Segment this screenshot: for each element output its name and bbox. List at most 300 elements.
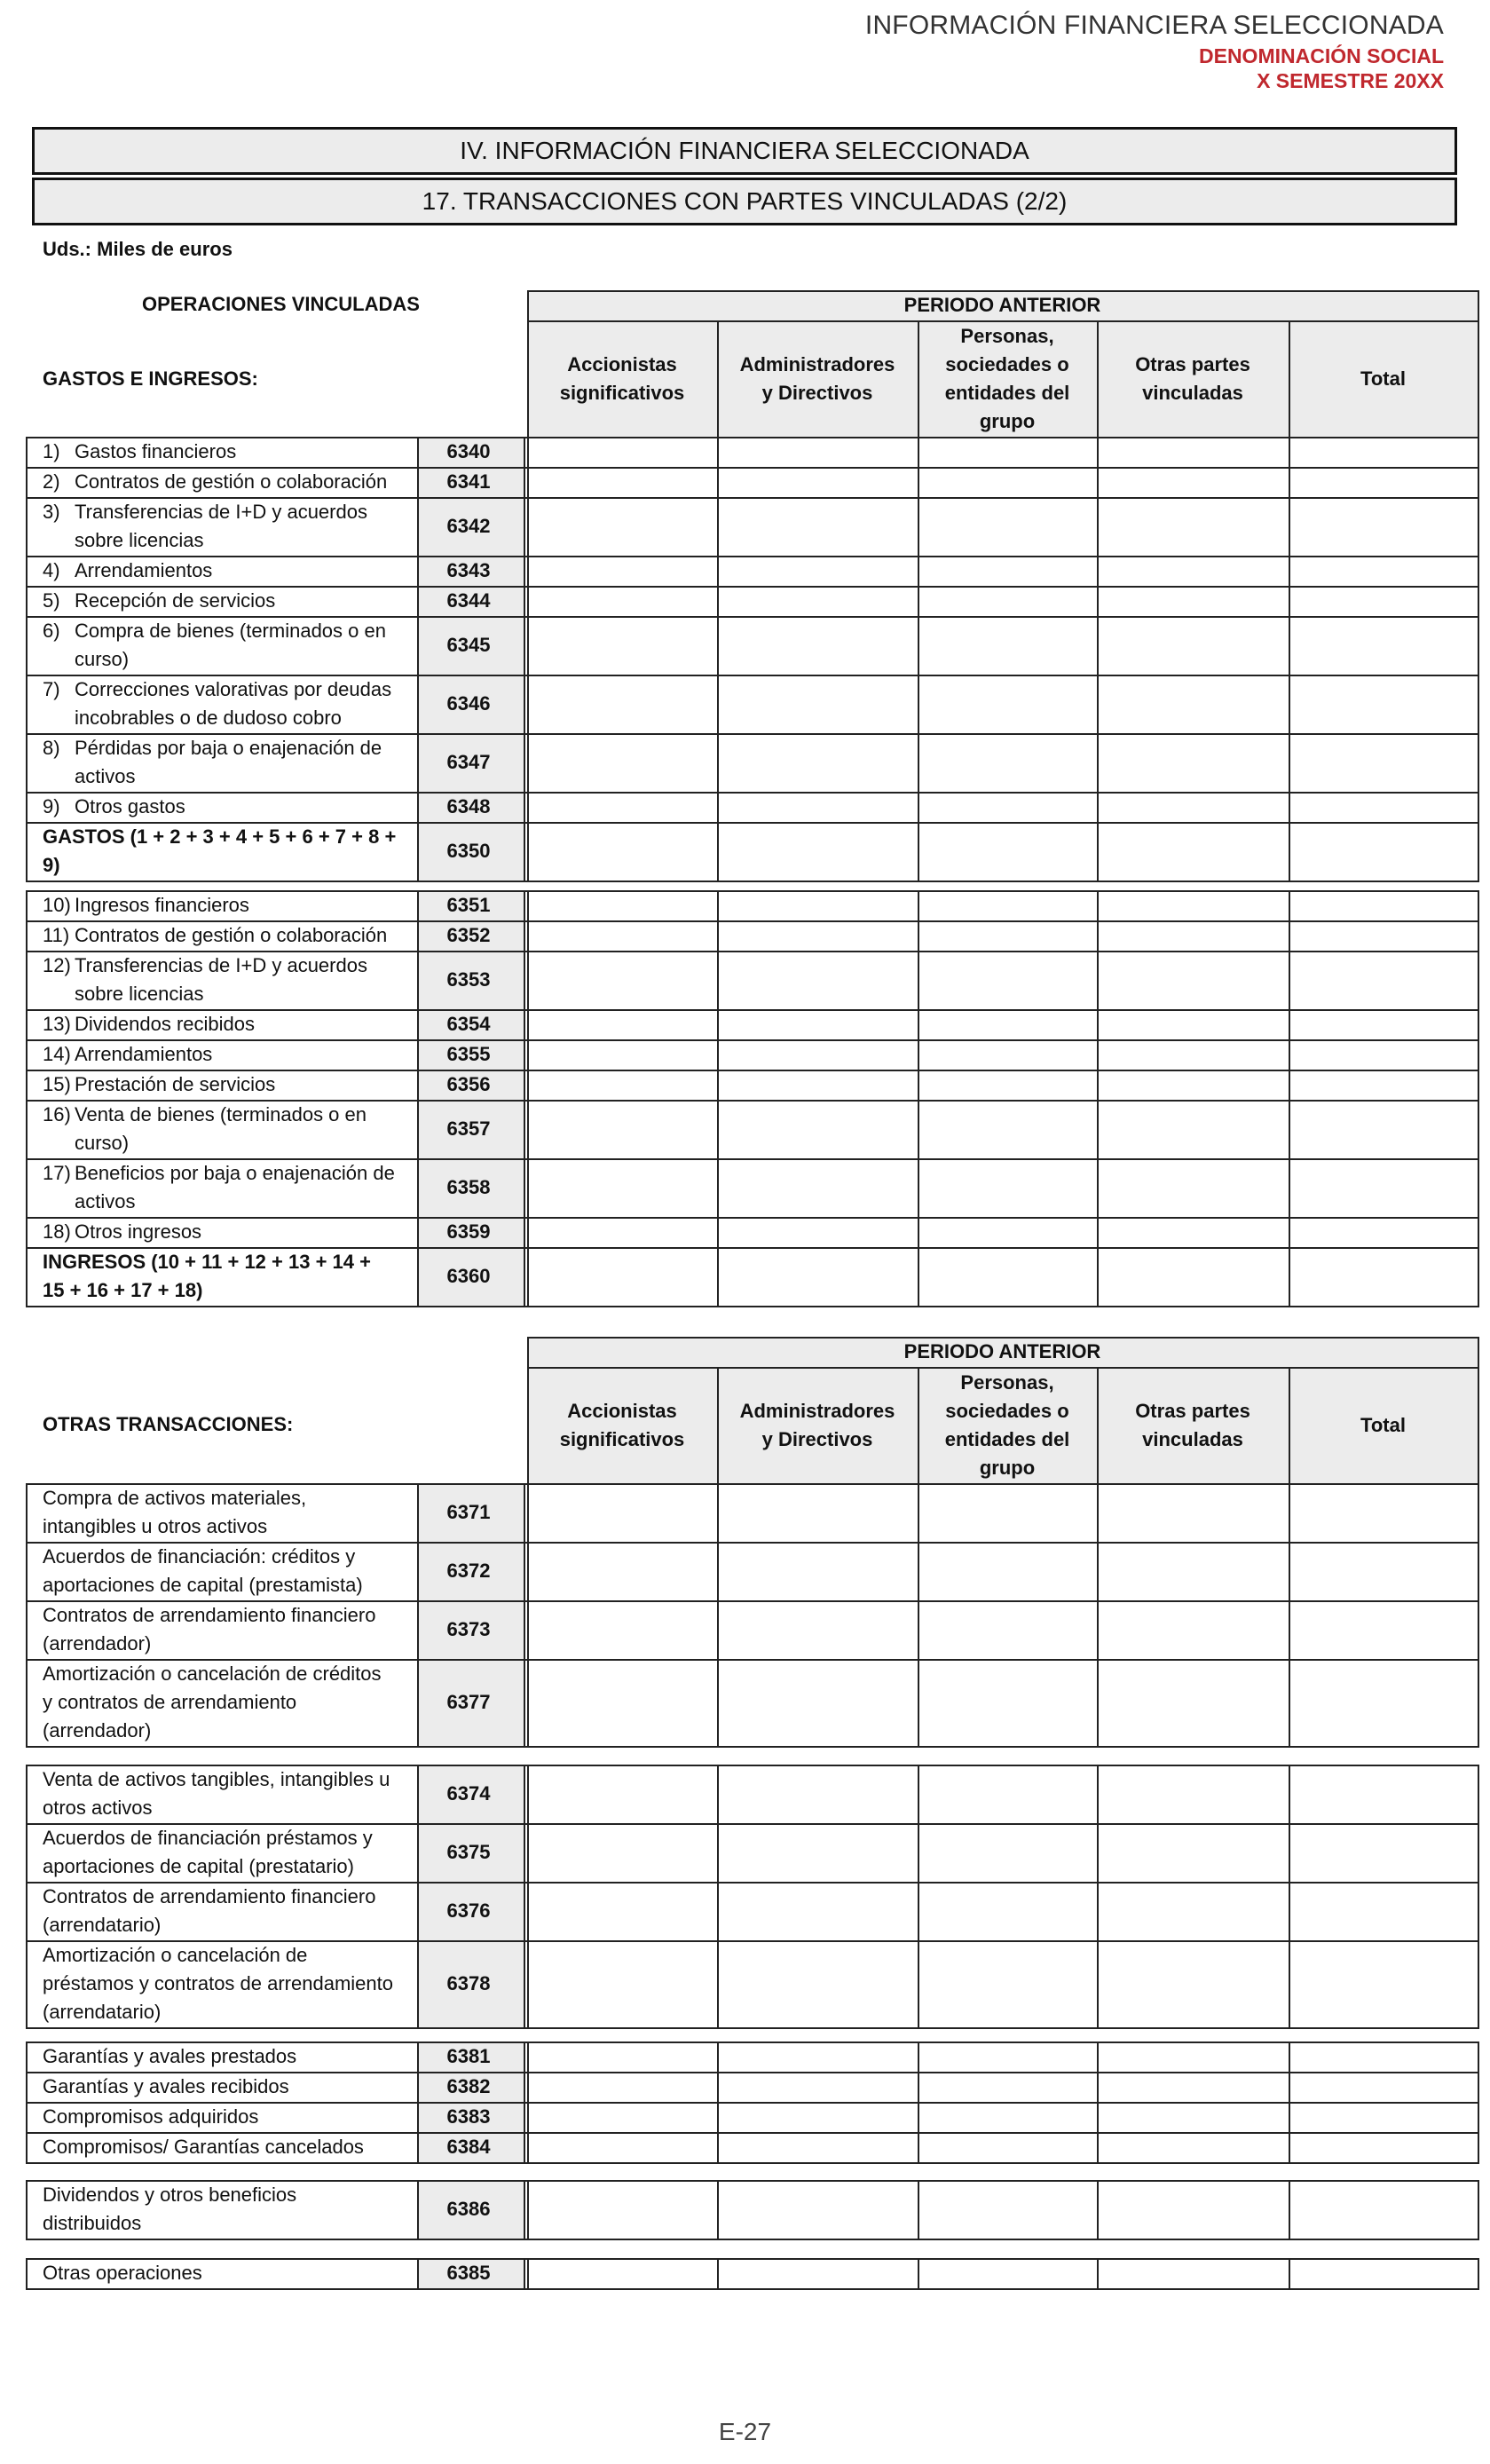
value-cell[interactable]: [920, 677, 1094, 731]
value-cell[interactable]: [530, 1767, 714, 1821]
value-cell[interactable]: [920, 1826, 1094, 1880]
value-cell[interactable]: [530, 794, 714, 820]
row-label-text: otros activos: [43, 1797, 153, 1819]
value-cell[interactable]: [920, 2074, 1094, 2100]
table-rule: [26, 2162, 1478, 2164]
value-cell[interactable]: [1100, 923, 1286, 949]
value-cell[interactable]: [720, 1220, 915, 1245]
value-cell[interactable]: [920, 1072, 1094, 1098]
row-code: 6342: [446, 515, 491, 537]
value-cell[interactable]: [530, 558, 714, 584]
table-rule: [524, 1765, 525, 2029]
table-rule: [918, 1765, 919, 2029]
table-rule: [1289, 1483, 1290, 1748]
value-cell[interactable]: [1100, 1042, 1286, 1068]
value-cell[interactable]: [1291, 439, 1475, 465]
value-cell[interactable]: [530, 677, 714, 731]
value-cell[interactable]: [720, 1250, 915, 1304]
row-label: [43, 675, 398, 732]
value-cell[interactable]: [530, 1072, 714, 1098]
column-header-2: [918, 320, 1097, 437]
expenses-income-caption: GASTOS E INGRESOS:: [43, 367, 258, 390]
value-cell[interactable]: [1291, 893, 1475, 919]
row-code: 6375: [446, 1841, 491, 1863]
value-cell[interactable]: [1291, 1102, 1475, 1157]
value-cell[interactable]: [720, 1072, 915, 1098]
value-cell[interactable]: [920, 1161, 1094, 1215]
row-label-line: [43, 2259, 398, 2287]
row-label-text: Contratos de arrendamiento financiero: [43, 1885, 376, 1907]
value-cell[interactable]: [1100, 1161, 1286, 1215]
value-cell[interactable]: [530, 439, 714, 465]
value-cell[interactable]: [720, 439, 915, 465]
value-cell[interactable]: [720, 825, 915, 879]
value-cell[interactable]: [920, 2261, 1094, 2286]
value-cell[interactable]: [920, 619, 1094, 673]
table-rule: [527, 2041, 529, 2164]
value-cell[interactable]: [530, 1603, 714, 1657]
table-rule: [1097, 2258, 1099, 2290]
table-rule: [527, 437, 529, 882]
value-cell[interactable]: [1100, 1884, 1286, 1939]
value-cell[interactable]: [720, 2044, 915, 2070]
table-rule: [1289, 890, 1290, 1307]
value-cell[interactable]: [720, 1767, 915, 1821]
column-header-1: [717, 320, 918, 437]
value-cell[interactable]: [1291, 1486, 1475, 1540]
value-cell[interactable]: [920, 2105, 1094, 2130]
value-cell[interactable]: [1100, 500, 1286, 554]
row-label-text: Amortización o cancelación de créditos: [43, 1662, 382, 1685]
row-label-text: Otras operaciones: [43, 2262, 202, 2284]
value-cell[interactable]: [1100, 558, 1286, 584]
value-cell[interactable]: [1291, 825, 1475, 879]
value-cell[interactable]: [920, 1012, 1094, 1038]
value-cell[interactable]: [530, 1102, 714, 1157]
value-cell[interactable]: [1291, 619, 1475, 673]
row-code: 6378: [446, 1972, 491, 1994]
table-rule: [417, 1765, 419, 2029]
value-cell[interactable]: [720, 558, 915, 584]
value-cell[interactable]: [720, 619, 915, 673]
value-cell[interactable]: [720, 677, 915, 731]
value-cell[interactable]: [720, 2183, 915, 2237]
value-cell[interactable]: [1100, 1072, 1286, 1098]
column-header-line: entidades del: [944, 1427, 1070, 1450]
value-cell[interactable]: [1100, 825, 1286, 879]
value-cell[interactable]: [1291, 2183, 1475, 2237]
row-code: 6360: [446, 1265, 491, 1287]
value-cell[interactable]: [530, 1012, 714, 1038]
value-cell[interactable]: [530, 1826, 714, 1880]
value-cell[interactable]: [1100, 2044, 1286, 2070]
value-cell[interactable]: [720, 500, 915, 554]
value-cell[interactable]: [530, 470, 714, 495]
operations-caption: OPERACIONES VINCULADAS: [142, 293, 420, 315]
value-cell[interactable]: [920, 794, 1094, 820]
value-cell[interactable]: [1291, 2074, 1475, 2100]
table-rule: [417, 890, 419, 1307]
value-cell[interactable]: [530, 2105, 714, 2130]
value-cell[interactable]: [720, 1544, 915, 1599]
row-code: 6356: [446, 1073, 491, 1095]
value-cell[interactable]: [920, 1603, 1094, 1657]
value-cell[interactable]: [1100, 1220, 1286, 1245]
value-cell[interactable]: [720, 1943, 915, 2026]
column-header-line: grupo: [979, 1456, 1036, 1479]
value-cell[interactable]: [530, 1544, 714, 1599]
value-cell[interactable]: [1291, 2105, 1475, 2130]
value-cell[interactable]: [920, 1042, 1094, 1068]
row-label: [43, 1159, 398, 1216]
row-label-line: [43, 1129, 398, 1157]
row-label: [43, 498, 398, 555]
value-cell[interactable]: [920, 588, 1094, 614]
column-header-line: grupo: [979, 409, 1036, 432]
row-label-line: [43, 952, 398, 980]
row-label-text: Gastos financieros: [75, 440, 237, 462]
row-label-text: INGRESOS (10 + 11 + 12 + 13 + 14 +: [43, 1251, 371, 1273]
value-cell[interactable]: [530, 2183, 714, 2237]
value-cell[interactable]: [530, 1884, 714, 1939]
value-cell[interactable]: [920, 439, 1094, 465]
value-cell[interactable]: [1100, 2074, 1286, 2100]
value-cell[interactable]: [530, 2261, 714, 2286]
value-cell[interactable]: [720, 1884, 915, 1939]
value-cell[interactable]: [1100, 470, 1286, 495]
row-label-line: [43, 2042, 398, 2071]
table-rule: [527, 890, 529, 1307]
value-cell[interactable]: [530, 2044, 714, 2070]
value-cell[interactable]: [530, 953, 714, 1007]
value-cell[interactable]: [920, 1250, 1094, 1304]
value-cell[interactable]: [1100, 2261, 1286, 2286]
row-code: 6357: [446, 1117, 491, 1140]
value-cell[interactable]: [1100, 1603, 1286, 1657]
value-cell[interactable]: [920, 1102, 1094, 1157]
value-cell[interactable]: [720, 1662, 915, 1744]
row-label: [43, 2073, 398, 2101]
row-code: 6344: [446, 589, 491, 612]
row-label-text: Beneficios por baja o enajenación de: [75, 1162, 395, 1184]
value-cell[interactable]: [920, 1486, 1094, 1540]
table-rule: [524, 1483, 525, 1748]
other-transactions-caption: OTRAS TRANSACCIONES:: [43, 1413, 294, 1435]
value-cell[interactable]: [530, 1486, 714, 1540]
value-cell[interactable]: [1100, 736, 1286, 790]
row-label: [43, 617, 398, 674]
column-header-line: Personas,: [960, 324, 1054, 347]
table-rule: [1097, 1483, 1099, 1748]
value-cell[interactable]: [1100, 1826, 1286, 1880]
value-cell[interactable]: [920, 1220, 1094, 1245]
value-cell[interactable]: [920, 1544, 1094, 1599]
value-cell[interactable]: [1291, 1662, 1475, 1744]
row-label-line: [43, 1010, 398, 1039]
row-label-text: Pérdidas por baja o enajenación de: [75, 737, 382, 759]
value-cell[interactable]: [1291, 2044, 1475, 2070]
column-header-line: entidades del: [944, 381, 1070, 404]
row-label-line: [43, 851, 398, 880]
value-cell[interactable]: [1100, 619, 1286, 673]
table-rule: [26, 2180, 28, 2240]
value-cell[interactable]: [1100, 2183, 1286, 2237]
row-label: [43, 438, 398, 466]
row-code: 6343: [446, 559, 491, 581]
row-label-text: Compromisos/ Garantías cancelados: [43, 2136, 364, 2158]
value-cell[interactable]: [1291, 1161, 1475, 1215]
row-label: [43, 891, 398, 920]
row-code: 6345: [446, 634, 491, 656]
value-cell[interactable]: [1100, 1943, 1286, 2026]
value-cell[interactable]: [720, 1486, 915, 1540]
value-cell[interactable]: [720, 1603, 915, 1657]
value-cell[interactable]: [720, 2105, 915, 2130]
value-cell[interactable]: [920, 2044, 1094, 2070]
row-label-line: [43, 1040, 398, 1069]
value-cell[interactable]: [530, 825, 714, 879]
row-code: 6386: [446, 2198, 491, 2220]
value-cell[interactable]: [530, 1042, 714, 1068]
table-rule: [26, 1483, 28, 1748]
value-cell[interactable]: [1291, 2261, 1475, 2286]
row-code: 6353: [446, 968, 491, 991]
value-cell[interactable]: [1291, 558, 1475, 584]
value-cell[interactable]: [920, 953, 1094, 1007]
value-cell[interactable]: [1100, 1250, 1286, 1304]
value-cell[interactable]: [1291, 588, 1475, 614]
table-rule: [1478, 437, 1479, 882]
table-rule: [26, 2288, 1478, 2290]
value-cell[interactable]: [920, 1767, 1094, 1821]
value-cell[interactable]: [720, 1012, 915, 1038]
value-cell[interactable]: [1291, 736, 1475, 790]
row-label-line: [43, 1688, 398, 1717]
row-index: 13): [43, 1013, 71, 1035]
value-cell[interactable]: [920, 825, 1094, 879]
value-cell[interactable]: [1100, 1486, 1286, 1540]
row-label: [43, 2181, 398, 2238]
value-cell[interactable]: [530, 1662, 714, 1744]
row-index: 1): [43, 440, 60, 462]
value-cell[interactable]: [920, 893, 1094, 919]
value-cell[interactable]: [920, 500, 1094, 554]
value-cell[interactable]: [530, 893, 714, 919]
row-label-text: Compra de bienes (terminados o en: [75, 620, 386, 642]
value-cell[interactable]: [530, 619, 714, 673]
value-cell[interactable]: [920, 736, 1094, 790]
table-rule: [1478, 2041, 1479, 2164]
value-cell[interactable]: [920, 2183, 1094, 2237]
value-cell[interactable]: [720, 1102, 915, 1157]
table-rule: [26, 1746, 1478, 1748]
value-cell[interactable]: [1100, 2135, 1286, 2160]
value-cell[interactable]: [720, 1826, 915, 1880]
row-label-text: GASTOS (1 + 2 + 3 + 4 + 5 + 6 + 7 + 8 +: [43, 825, 397, 848]
row-label-line: [43, 704, 398, 732]
column-header-line: Accionistas: [567, 352, 677, 375]
row-code: 6350: [446, 840, 491, 862]
row-code: 6372: [446, 1560, 491, 1582]
value-cell[interactable]: [530, 1161, 714, 1215]
value-cell[interactable]: [1291, 1220, 1475, 1245]
table-rule: [524, 2258, 525, 2290]
row-code: 6341: [446, 470, 491, 493]
value-cell[interactable]: [530, 1250, 714, 1304]
table-rule: [417, 1483, 419, 1748]
value-cell[interactable]: [1100, 1012, 1286, 1038]
value-cell[interactable]: [1100, 1544, 1286, 1599]
value-cell[interactable]: [530, 588, 714, 614]
value-cell[interactable]: [920, 1943, 1094, 2026]
row-label-text: Arrendamientos: [75, 1043, 213, 1065]
row-index: 8): [43, 737, 60, 759]
row-label-line: [43, 1970, 398, 1998]
table-rule: [918, 437, 919, 882]
value-cell[interactable]: [720, 2261, 915, 2286]
row-label-text: Ingresos financieros: [75, 894, 249, 916]
value-cell[interactable]: [720, 470, 915, 495]
value-cell[interactable]: [1291, 923, 1475, 949]
row-label-text: Garantías y avales prestados: [43, 2045, 297, 2067]
table-rule: [1289, 2180, 1290, 2240]
row-label-line: [43, 1765, 398, 1794]
value-cell[interactable]: [1100, 588, 1286, 614]
table-rule: [1289, 437, 1290, 882]
value-cell[interactable]: [720, 2135, 915, 2160]
value-cell[interactable]: [1100, 677, 1286, 731]
column-header-line: significativos: [559, 381, 685, 404]
value-cell[interactable]: [1100, 1102, 1286, 1157]
row-label-line: [43, 2133, 398, 2161]
table-rule: [524, 2180, 525, 2240]
value-cell[interactable]: [1100, 794, 1286, 820]
value-cell[interactable]: [1291, 1767, 1475, 1821]
column-header-line: Total: [1360, 367, 1406, 390]
value-cell[interactable]: [720, 1042, 915, 1068]
value-cell[interactable]: [1100, 1767, 1286, 1821]
row-label-text: activos: [75, 765, 136, 787]
row-label-line: [43, 1512, 398, 1541]
value-cell[interactable]: [1100, 893, 1286, 919]
value-cell[interactable]: [530, 2135, 714, 2160]
value-cell[interactable]: [720, 588, 915, 614]
table-rule: [417, 437, 419, 882]
value-cell[interactable]: [720, 736, 915, 790]
table-rule: [717, 2041, 719, 2164]
table-rule: [1478, 1765, 1479, 2029]
row-label-text: (arrendador): [43, 1719, 152, 1741]
value-cell[interactable]: [1291, 1826, 1475, 1880]
table-rule: [524, 2041, 525, 2164]
value-cell[interactable]: [530, 1943, 714, 2026]
value-cell[interactable]: [920, 2135, 1094, 2160]
value-cell[interactable]: [1100, 2105, 1286, 2130]
column-header-line: Total: [1360, 1413, 1406, 1436]
table-rule: [1289, 1765, 1290, 2029]
value-cell[interactable]: [920, 1884, 1094, 1939]
row-label-line: [43, 438, 398, 466]
value-cell[interactable]: [530, 736, 714, 790]
row-index: 7): [43, 678, 60, 700]
value-cell[interactable]: [920, 470, 1094, 495]
value-cell[interactable]: [1100, 953, 1286, 1007]
column-header-line: Otras partes: [1135, 352, 1250, 375]
table-rule: [1097, 890, 1099, 1307]
column-header-1: [717, 1367, 918, 1483]
value-cell[interactable]: [530, 500, 714, 554]
value-cell[interactable]: [720, 953, 915, 1007]
value-cell[interactable]: [1291, 1042, 1475, 1068]
value-cell[interactable]: [1291, 1250, 1475, 1304]
value-cell[interactable]: [720, 923, 915, 949]
row-label-line: [43, 1794, 398, 1822]
row-label-text: (arrendatario): [43, 1914, 162, 1936]
period-header: PERIODO ANTERIOR: [903, 1340, 1101, 1362]
value-cell[interactable]: [1100, 439, 1286, 465]
value-cell[interactable]: [1291, 1544, 1475, 1599]
row-code: 6351: [446, 894, 491, 916]
value-cell[interactable]: [1100, 1662, 1286, 1744]
value-cell[interactable]: [720, 1161, 915, 1215]
row-label-line: [43, 675, 398, 704]
column-header-0: [527, 1367, 717, 1483]
table-rule: [527, 2180, 529, 2240]
value-cell[interactable]: [720, 2074, 915, 2100]
row-code: 6373: [446, 1618, 491, 1640]
value-cell[interactable]: [530, 923, 714, 949]
value-cell[interactable]: [1291, 953, 1475, 1007]
value-cell[interactable]: [720, 893, 915, 919]
row-index: 5): [43, 589, 60, 612]
column-header-line: Administradores: [739, 352, 895, 375]
table-rule: [1097, 2180, 1099, 2240]
row-label-text: intangibles u otros activos: [43, 1515, 268, 1537]
value-cell[interactable]: [1291, 794, 1475, 820]
row-label: [43, 1941, 398, 2026]
value-cell[interactable]: [920, 558, 1094, 584]
row-code: 6352: [446, 924, 491, 946]
value-cell[interactable]: [1291, 1603, 1475, 1657]
value-cell[interactable]: [920, 923, 1094, 949]
value-cell[interactable]: [1291, 1012, 1475, 1038]
value-cell[interactable]: [1291, 677, 1475, 731]
value-cell[interactable]: [530, 1220, 714, 1245]
value-cell[interactable]: [1291, 500, 1475, 554]
row-code: 6347: [446, 751, 491, 773]
value-cell[interactable]: [920, 1662, 1094, 1744]
units-label: Uds.: Miles de euros: [43, 238, 233, 260]
value-cell[interactable]: [720, 794, 915, 820]
table-rule: [918, 2180, 919, 2240]
table-rule: [527, 1765, 529, 2029]
value-cell[interactable]: [1291, 2135, 1475, 2160]
row-label: [43, 1218, 398, 1246]
value-cell[interactable]: [1291, 1943, 1475, 2026]
value-cell[interactable]: [1291, 1072, 1475, 1098]
row-label: [43, 921, 398, 950]
row-label-line: [43, 2181, 398, 2209]
row-code: 6346: [446, 692, 491, 715]
row-label-line: [43, 1911, 398, 1939]
report-period: X SEMESTRE 20XX: [1257, 69, 1444, 92]
row-label-text: Acuerdos de financiación préstamos y: [43, 1827, 373, 1849]
table-rule: [1478, 1483, 1479, 1748]
value-cell[interactable]: [1291, 470, 1475, 495]
value-cell[interactable]: [1291, 1884, 1475, 1939]
value-cell[interactable]: [530, 2074, 714, 2100]
table-rule: [1478, 290, 1479, 437]
